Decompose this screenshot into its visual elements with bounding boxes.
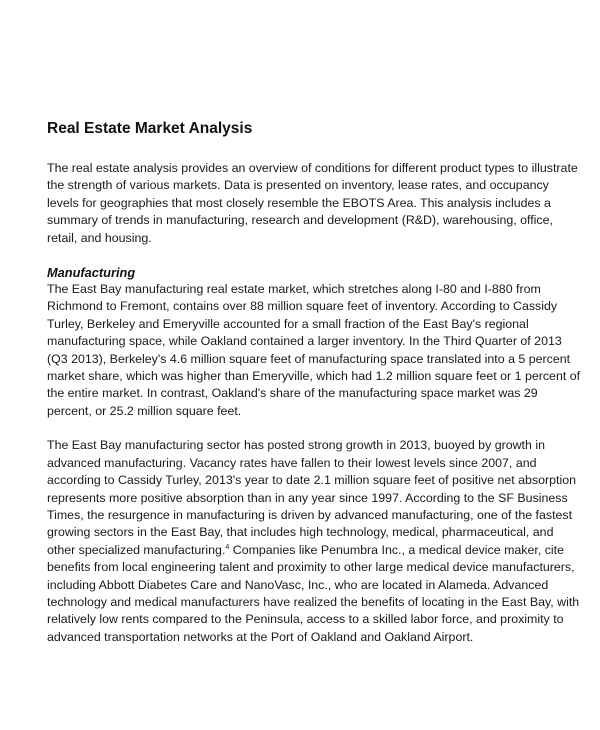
document-content — [47, 119, 582, 646]
section-heading-manufacturing: Manufacturing — [47, 265, 136, 281]
manufacturing-paragraph-1: The East Bay manufacturing real estate market, which stretches along I-80 and I-880 from Richmond to Fremont, contains over 88 million square feet of inventory. According to Cassidy Turley, Berkeley and Emeryville accounted for a small fraction of the East Bay's regional manufacturing space, while Oakland contained a larger inventory. In the Third Quarter of 2013 (Q3 2013), Berkeley's 4.6 million square feet of manufacturing space translated into a 5 percent market share, which was higher than Emeryville, which had 1.2 million square feet or 1 percent of the entire market. In contrast, Oakland's share of the manufacturing space market was 29 percent, or 25.2 million square feet. — [47, 282, 581, 418]
document-title: Real Estate Market Analysis — [47, 120, 253, 137]
footnote-marker: 4 — [225, 543, 230, 551]
manufacturing-paragraph-2 — [47, 437, 582, 646]
paragraph-text: Companies like Penumbra Inc., a medical device maker, cite benefits from local engineering talent and proximity to other large medical device manufacturers, including Abbott Diabetes Care and NanoVasc, Inc., who are located in Alameda. Advanced technology and medical manufacturers have realized the benefits of locating in the East Bay, with relatively low rents compared to the Peninsula, access to a skilled labor force, and proximity to advanced transportation networks at the Port of Oakland and Oakland Airport. — [47, 542, 580, 644]
paragraph-text: The East Bay manufacturing sector has posted strong growth in 2013, buoyed by growth in advanced manufacturing. Vacancy rates have fallen to their lowest levels since 2007, and according to Cassidy Turley, 2013's year to date 2.1 million square feet of positive net absorption represents more positive absorption than in any year since 1997. According to the SF Business Times, the resurgence in manufacturing is driven by advanced manufacturing, one of the fastest growing sectors in the East Bay, that includes high technology, medical, pharmaceutical, and other specialized manufacturing. — [47, 438, 577, 557]
intro-paragraph: The real estate analysis provides an overview of conditions for different product types to illustrate the strength of various markets. Data is presented on inventory, lease rates, and occupancy levels for geographies that most closely resemble the EBOTS Area. This analysis includes a summary of trends in manufacturing, research and development (R&D), warehousing, office, retail, and housing. — [47, 161, 578, 245]
